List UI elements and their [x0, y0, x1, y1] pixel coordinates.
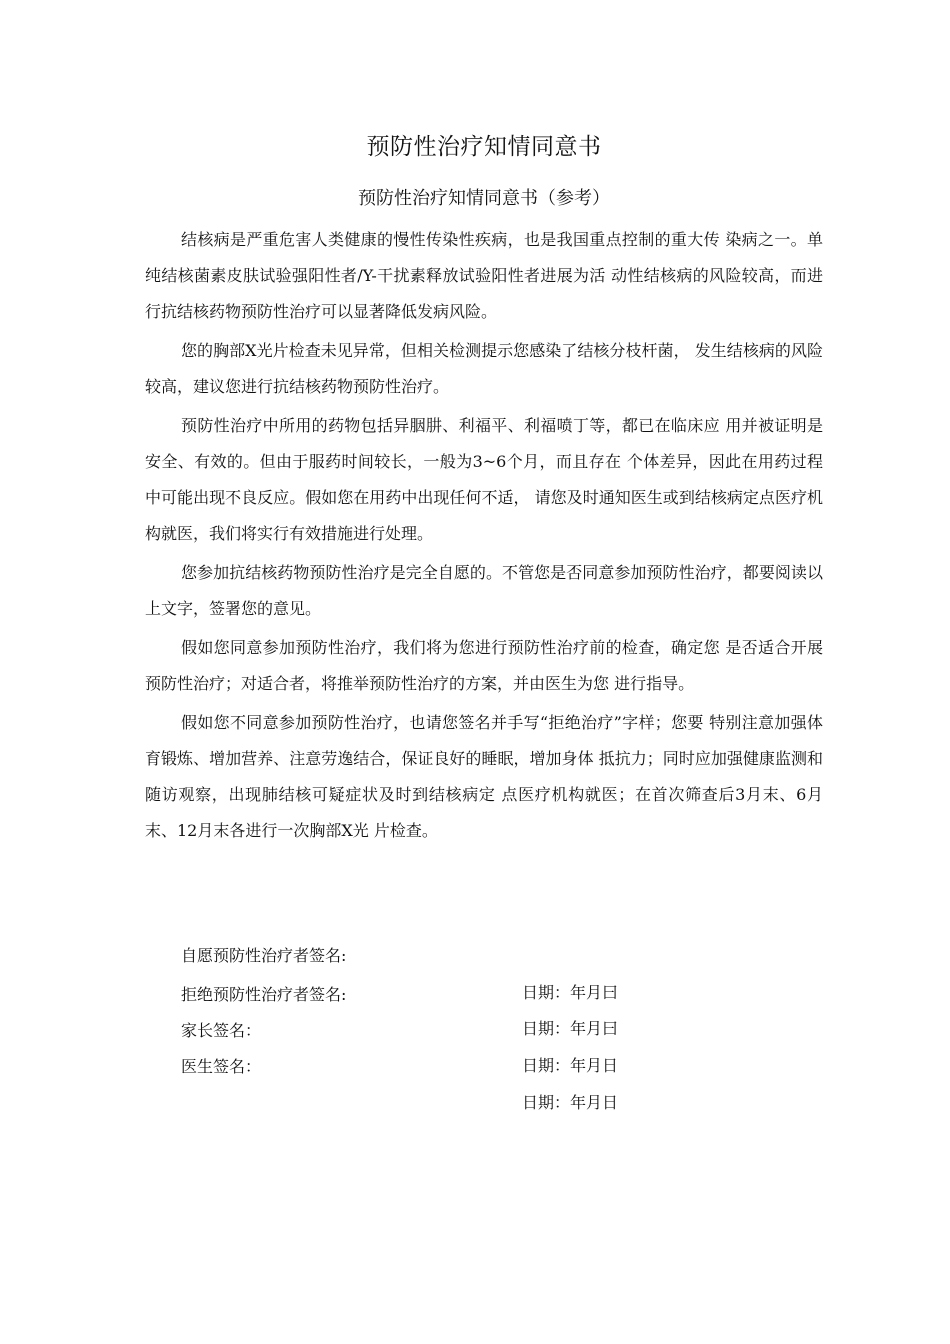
document-subtitle: 预防性治疗知情同意书（参考） — [358, 188, 610, 209]
paragraph-medication: 预防性治疗中所用的药物包括异胭肼、利福平、利福喷丁等，都已在临床应 用并被证明是安全、有效的。但由于服药时间较长，一般为3~6个月，而且存在 个体差异，因此在用药过程中可能出现不良反应。假如您在用药中出现任何不适， 请您及时通知医生或到结核病定点医疗机构就医，我们将实行有效措施进行处理。 — [145, 416, 823, 543]
document-body — [145, 222, 823, 852]
paragraph-consent: 假如您同意参加预防性治疗，我们将为您进行预防性治疗前的检查，确定您 是否适合开展预防性治疗；对适合者，将推举预防性治疗的方案，并由医生为您 进行指导。 — [145, 638, 823, 693]
document-title: 预防性治疗知情同意书 — [366, 134, 602, 160]
paragraph-intro: 结核病是严重危害人类健康的慢性传染性疾病，也是我国重点控制的重大传 染病之一。单纯结核菌素皮肤试验强阳性者/Y-干扰素释放试验阳性者进展为活 动性结核病的风险较高，而进行抗结核药物预防性治疗可以显著降低发病风险。 — [145, 230, 823, 321]
date-field-4: 日期：年月日 — [522, 1093, 619, 1112]
parent-signature-label: 家长签名： — [181, 1021, 262, 1040]
paragraph-voluntary: 您参加抗结核药物预防性治疗是完全自愿的。不管您是否同意参加预防性治疗，都要阅读以上文字，签署您的意见。 — [145, 563, 823, 618]
date-field-2: 日期：年月曰 — [522, 1019, 619, 1038]
voluntary-signature-label: 自愿预防性治疗者签名: — [181, 946, 347, 965]
date-field-3: 日期：年月日 — [522, 1056, 619, 1075]
refuse-signature-label: 拒绝预防性治疗者签名: — [181, 985, 347, 1004]
paragraph-xray-result: 您的胸部X光片检查未见异常，但相关检测提示您感染了结核分枝杆菌， 发生结核病的风险较高，建议您进行抗结核药物预防性治疗。 — [145, 341, 823, 396]
paragraph-refusal: 假如您不同意参加预防性治疗，也请您签名并手写“拒绝治疗”字样；您要 特别注意加强体育锻炼、增加营养、注意劳逸结合，保证良好的睡眠，增加身体 抵抗力；同时应加强健康监测和随访观察，出现肺结核可疑症状及时到结核病定 点医疗机构就医；在首次筛查后3月末、6月末、12月末各进行一次胸部X光 片检查。 — [145, 713, 823, 840]
date-field-1: 日期：年月曰 — [522, 983, 619, 1002]
doctor-signature-label: 医生签名： — [181, 1057, 262, 1076]
